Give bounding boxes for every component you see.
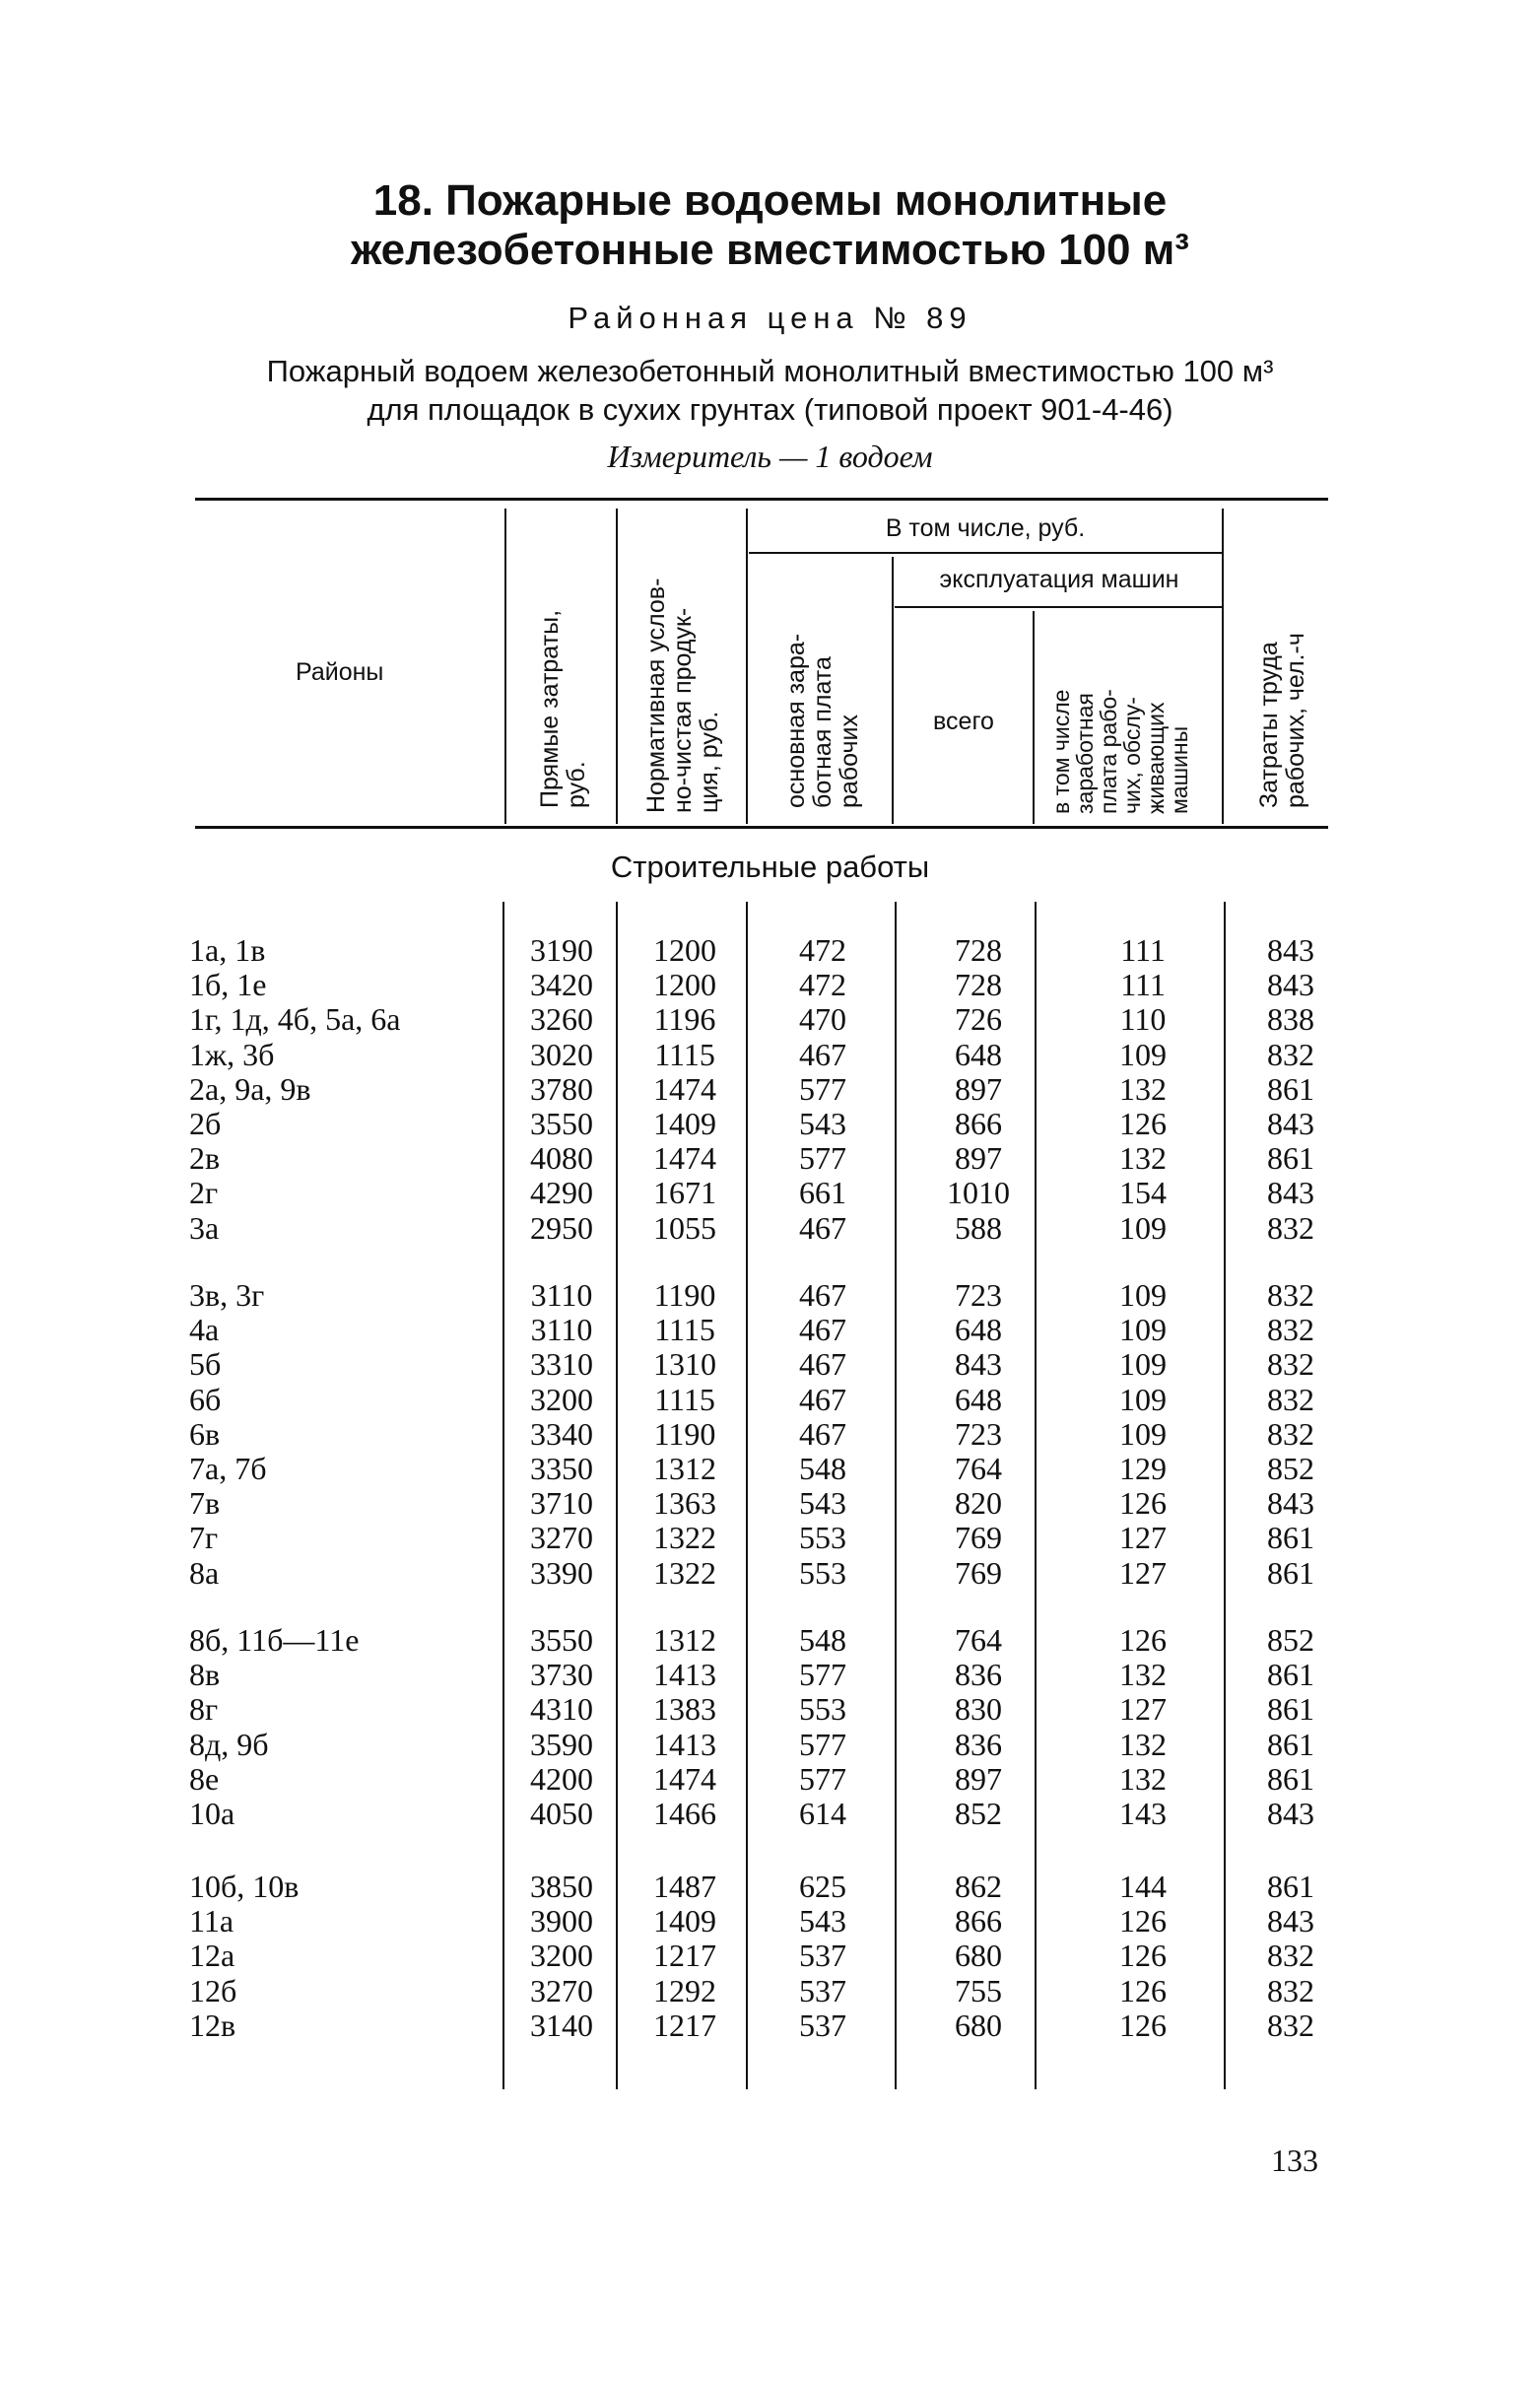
value-cell: 897	[955, 1070, 1002, 1107]
region-cell: 7г	[189, 1520, 219, 1556]
value-cell: 472	[799, 932, 846, 968]
page-title-line-1: 18. Пожарные водоемы монолитные	[372, 176, 1168, 225]
value-cell: 3270	[530, 1972, 593, 2008]
value-cell: 861	[1267, 1869, 1314, 1904]
value-cell: 862	[955, 1869, 1002, 1904]
value-cell: 832	[1267, 1415, 1314, 1452]
header-basic-wage-line-3: рабочих	[836, 714, 863, 808]
value-cell: 3710	[530, 1485, 593, 1522]
price-label: Районная цена № 89	[568, 301, 972, 335]
value-cell: 1409	[653, 1903, 716, 1939]
value-cell: 109	[1119, 1209, 1167, 1246]
value-cell: 3780	[530, 1070, 593, 1107]
value-cell: 3550	[530, 1622, 593, 1658]
header-machine-wage-line-4: чих, обслу-	[1119, 697, 1145, 814]
value-cell: 843	[1267, 1796, 1314, 1831]
value-cell: 3260	[530, 1001, 593, 1038]
value-cell: 1671	[653, 1175, 716, 1211]
value-cell: 3590	[530, 1726, 593, 1762]
value-cell: 861	[1267, 1760, 1314, 1797]
including-rule	[749, 552, 1222, 554]
region-cell: 3а	[189, 1209, 220, 1246]
value-cell: 861	[1267, 1520, 1314, 1556]
value-cell: 467	[799, 1415, 846, 1452]
value-cell: 1322	[653, 1520, 716, 1556]
region-cell: 7а, 7б	[189, 1451, 267, 1486]
region-cell: 8д, 9б	[189, 1726, 269, 1762]
region-cell: 8г	[189, 1691, 219, 1728]
value-cell: 843	[1267, 932, 1314, 968]
value-cell: 1217	[653, 2007, 716, 2043]
value-cell: 661	[799, 1175, 846, 1211]
value-cell: 1474	[653, 1140, 716, 1177]
value-cell: 132	[1119, 1726, 1167, 1762]
value-cell: 543	[799, 1903, 846, 1939]
value-cell: 3310	[530, 1346, 593, 1383]
table-row	[0, 1417, 1540, 1452]
table-row	[0, 1452, 1540, 1486]
value-cell: 129	[1119, 1451, 1167, 1486]
region-cell: 1г, 1д, 4б, 5а, 6а	[189, 1001, 401, 1038]
header-machine-wage-line-6: машины	[1167, 725, 1192, 814]
value-cell: 755	[955, 1972, 1002, 2008]
value-cell: 109	[1119, 1277, 1167, 1313]
table-row	[0, 1107, 1540, 1141]
header-regions: Районы	[296, 658, 384, 686]
header-machine-wage-line-3: плата рабо-	[1096, 689, 1121, 814]
value-cell: 109	[1119, 1346, 1167, 1383]
value-cell: 127	[1119, 1520, 1167, 1556]
table-row	[0, 1211, 1540, 1246]
value-cell: 4050	[530, 1796, 593, 1831]
value-cell: 577	[799, 1760, 846, 1797]
value-cell: 1466	[653, 1796, 716, 1831]
header-vline-5	[1033, 611, 1035, 824]
value-cell: 126	[1119, 1106, 1167, 1141]
table-row	[0, 1038, 1540, 1072]
value-cell: 1292	[653, 1972, 716, 2008]
region-cell: 10а	[189, 1796, 235, 1831]
value-cell: 897	[955, 1140, 1002, 1177]
value-cell: 861	[1267, 1726, 1314, 1762]
value-cell: 577	[799, 1140, 846, 1177]
value-cell: 726	[955, 1001, 1002, 1038]
value-cell: 553	[799, 1520, 846, 1556]
value-cell: 1383	[653, 1691, 716, 1728]
value-cell: 472	[799, 967, 846, 1003]
section-title: Строительные работы	[610, 850, 930, 884]
value-cell: 832	[1267, 1346, 1314, 1383]
header-direct-costs-line-1: Прямые затраты,	[536, 609, 564, 808]
value-cell: 126	[1119, 1903, 1167, 1939]
table-row	[0, 1347, 1540, 1382]
region-cell: 12б	[189, 1972, 237, 2008]
value-cell: 3110	[530, 1312, 593, 1348]
value-cell: 126	[1119, 1938, 1167, 1974]
value-cell: 1115	[654, 1312, 715, 1348]
header-machines: эксплуатация машин	[939, 566, 1179, 593]
value-cell: 3110	[530, 1277, 593, 1313]
value-cell: 132	[1119, 1760, 1167, 1797]
value-cell: 3270	[530, 1520, 593, 1556]
value-cell: 820	[955, 1485, 1002, 1522]
table-row	[0, 1556, 1540, 1591]
table-row	[0, 1383, 1540, 1417]
value-cell: 127	[1119, 1691, 1167, 1728]
value-cell: 3850	[530, 1869, 593, 1904]
description-line-1: Пожарный водоем железобетонный монолитный вместимостью 100 м³	[266, 354, 1274, 388]
value-cell: 832	[1267, 1036, 1314, 1072]
region-cell: 11а	[189, 1903, 234, 1939]
header-labor	[1256, 633, 1309, 808]
value-cell: 126	[1119, 1622, 1167, 1658]
value-cell: 126	[1119, 2007, 1167, 2043]
value-cell: 861	[1267, 1140, 1314, 1177]
table-row	[0, 1904, 1540, 1939]
value-cell: 625	[799, 1869, 846, 1904]
table-row	[0, 1762, 1540, 1797]
value-cell: 1413	[653, 1726, 716, 1762]
header-basic-wage-line-2: ботная плата	[809, 656, 837, 808]
value-cell: 470	[799, 1001, 846, 1038]
value-cell: 111	[1120, 932, 1166, 968]
value-cell: 109	[1119, 1312, 1167, 1348]
value-cell: 577	[799, 1726, 846, 1762]
header-normative	[643, 578, 723, 813]
value-cell: 764	[955, 1622, 1002, 1658]
table-row	[0, 1072, 1540, 1107]
value-cell: 467	[799, 1036, 846, 1072]
table-row	[0, 1974, 1540, 2008]
table-row	[0, 1870, 1540, 1904]
value-cell: 1055	[653, 1209, 716, 1246]
value-cell: 832	[1267, 1381, 1314, 1417]
value-cell: 3200	[530, 1381, 593, 1417]
value-cell: 548	[799, 1622, 846, 1658]
value-cell: 126	[1119, 1972, 1167, 2008]
value-cell: 648	[955, 1381, 1002, 1417]
header-machine-wage-line-5: живающих	[1143, 702, 1169, 814]
header-labor-line-2: рабочих, чел.-ч	[1282, 633, 1309, 808]
value-cell: 577	[799, 1070, 846, 1107]
value-cell: 109	[1119, 1381, 1167, 1417]
page-title-line-2: железобетонные вместимостью 100 м³	[351, 226, 1189, 274]
table-row	[0, 933, 1540, 968]
value-cell: 1312	[653, 1622, 716, 1658]
header-total: всего	[933, 708, 994, 735]
value-cell: 680	[955, 2007, 1002, 2043]
region-cell: 1а, 1в	[189, 932, 266, 968]
value-cell: 3900	[530, 1903, 593, 1939]
header-direct-costs	[537, 610, 590, 808]
value-cell: 843	[1267, 1106, 1314, 1141]
value-cell: 3140	[530, 2007, 593, 2043]
value-cell: 861	[1267, 1070, 1314, 1107]
value-cell: 553	[799, 1554, 846, 1591]
value-cell: 836	[955, 1726, 1002, 1762]
machines-rule	[895, 606, 1222, 608]
table-row	[0, 1692, 1540, 1727]
value-cell: 1200	[653, 967, 716, 1003]
value-cell: 127	[1119, 1554, 1167, 1591]
header-basic-wage	[783, 634, 863, 808]
value-cell: 537	[799, 2007, 846, 2043]
table-row	[0, 1658, 1540, 1692]
unit-label: Измеритель — 1 водоем	[607, 439, 933, 474]
value-cell: 132	[1119, 1657, 1167, 1693]
value-cell: 843	[955, 1346, 1002, 1383]
value-cell: 1115	[654, 1036, 715, 1072]
value-cell: 1474	[653, 1070, 716, 1107]
header-vline-2	[616, 509, 618, 824]
value-cell: 728	[955, 967, 1002, 1003]
header-normative-line-2: но-чистая продук-	[669, 607, 697, 813]
value-cell: 588	[955, 1209, 1002, 1246]
value-cell: 543	[799, 1485, 846, 1522]
value-cell: 1409	[653, 1106, 716, 1141]
value-cell: 537	[799, 1972, 846, 2008]
region-cell: 2б	[189, 1106, 222, 1141]
region-cell: 1б, 1е	[189, 967, 267, 1003]
value-cell: 843	[1267, 1485, 1314, 1522]
table-row	[0, 1521, 1540, 1555]
region-cell: 8а	[189, 1554, 220, 1591]
value-cell: 126	[1119, 1485, 1167, 1522]
value-cell: 861	[1267, 1554, 1314, 1591]
value-cell: 3420	[530, 967, 593, 1003]
region-cell: 4а	[189, 1312, 220, 1348]
header-machine-wage-line-2: заработная	[1072, 693, 1098, 814]
value-cell: 852	[1267, 1451, 1314, 1486]
value-cell: 467	[799, 1346, 846, 1383]
value-cell: 467	[799, 1312, 846, 1348]
value-cell: 467	[799, 1209, 846, 1246]
header-including: В том числе, руб.	[885, 514, 1086, 542]
table-row	[0, 1176, 1540, 1210]
value-cell: 110	[1119, 1001, 1167, 1038]
value-cell: 4310	[530, 1691, 593, 1728]
value-cell: 1322	[653, 1554, 716, 1591]
region-cell: 2в	[189, 1140, 221, 1177]
table-row	[0, 1002, 1540, 1037]
table-row	[0, 2008, 1540, 2043]
value-cell: 648	[955, 1036, 1002, 1072]
value-cell: 1310	[653, 1346, 716, 1383]
table-row	[0, 1623, 1540, 1658]
table-row	[0, 1939, 1540, 1973]
page-number: 133	[1271, 2143, 1318, 2178]
value-cell: 648	[955, 1312, 1002, 1348]
value-cell: 109	[1119, 1036, 1167, 1072]
value-cell: 866	[955, 1903, 1002, 1939]
value-cell: 4200	[530, 1760, 593, 1797]
value-cell: 2950	[530, 1209, 593, 1246]
value-cell: 3550	[530, 1106, 593, 1141]
value-cell: 723	[955, 1277, 1002, 1313]
value-cell: 830	[955, 1691, 1002, 1728]
value-cell: 861	[1267, 1691, 1314, 1728]
value-cell: 3190	[530, 932, 593, 968]
value-cell: 467	[799, 1277, 846, 1313]
value-cell: 1190	[653, 1415, 716, 1452]
value-cell: 1474	[653, 1760, 716, 1797]
region-cell: 10б, 10в	[189, 1869, 300, 1904]
table-row	[0, 968, 1540, 1002]
table-row	[0, 1486, 1540, 1521]
value-cell: 769	[955, 1520, 1002, 1556]
header-normative-line-3: ция, руб.	[696, 711, 723, 813]
value-cell: 3200	[530, 1938, 593, 1974]
value-cell: 728	[955, 932, 1002, 968]
region-cell: 12в	[189, 2007, 236, 2043]
value-cell: 1217	[653, 1938, 716, 1974]
value-cell: 1196	[653, 1001, 716, 1038]
value-cell: 3730	[530, 1657, 593, 1693]
value-cell: 1115	[654, 1381, 715, 1417]
value-cell: 1312	[653, 1451, 716, 1486]
value-cell: 553	[799, 1691, 846, 1728]
value-cell: 832	[1267, 1938, 1314, 1974]
value-cell: 111	[1120, 967, 1166, 1003]
value-cell: 836	[955, 1657, 1002, 1693]
value-cell: 843	[1267, 1903, 1314, 1939]
description-line-2: для площадок в сухих грунтах (типовой проект 901-4-46)	[367, 392, 1173, 427]
header-bottom-rule	[195, 826, 1328, 829]
value-cell: 843	[1267, 967, 1314, 1003]
header-basic-wage-line-1: основная зара-	[782, 633, 810, 808]
header-machine-wage-line-1: в том числе	[1048, 689, 1074, 814]
region-cell: 5б	[189, 1346, 222, 1383]
value-cell: 832	[1267, 1277, 1314, 1313]
value-cell: 144	[1119, 1869, 1167, 1904]
value-cell: 852	[1267, 1622, 1314, 1658]
value-cell: 1413	[653, 1657, 716, 1693]
value-cell: 543	[799, 1106, 846, 1141]
value-cell: 832	[1267, 2007, 1314, 2043]
table-row	[0, 1728, 1540, 1762]
region-cell: 1ж, 3б	[189, 1036, 275, 1072]
value-cell: 143	[1119, 1796, 1167, 1831]
value-cell: 3390	[530, 1554, 593, 1591]
region-cell: 8е	[189, 1760, 220, 1797]
region-cell: 8в	[189, 1657, 221, 1693]
value-cell: 832	[1267, 1312, 1314, 1348]
header-machine-wage	[1049, 689, 1191, 814]
value-cell: 723	[955, 1415, 1002, 1452]
value-cell: 154	[1119, 1175, 1167, 1211]
value-cell: 832	[1267, 1972, 1314, 2008]
region-cell: 7в	[189, 1485, 221, 1522]
header-vline-4	[892, 557, 894, 824]
value-cell: 3340	[530, 1415, 593, 1452]
value-cell: 843	[1267, 1175, 1314, 1211]
value-cell: 132	[1119, 1070, 1167, 1107]
value-cell: 3020	[530, 1036, 593, 1072]
value-cell: 769	[955, 1554, 1002, 1591]
table-row	[0, 1278, 1540, 1313]
value-cell: 467	[799, 1381, 846, 1417]
value-cell: 1190	[653, 1277, 716, 1313]
region-cell: 6в	[189, 1415, 221, 1452]
value-cell: 832	[1267, 1209, 1314, 1246]
header-direct-costs-line-2: руб.	[563, 761, 590, 808]
value-cell: 1487	[653, 1869, 716, 1904]
region-cell: 2а, 9а, 9в	[189, 1070, 311, 1107]
value-cell: 132	[1119, 1140, 1167, 1177]
value-cell: 4080	[530, 1140, 593, 1177]
value-cell: 897	[955, 1760, 1002, 1797]
header-vline-6	[1222, 509, 1224, 824]
region-cell: 6б	[189, 1381, 222, 1417]
header-labor-line-1: Затраты труда	[1255, 642, 1283, 808]
table-row	[0, 1141, 1540, 1176]
value-cell: 614	[799, 1796, 846, 1831]
value-cell: 537	[799, 1938, 846, 1974]
region-cell: 2г	[189, 1175, 219, 1211]
value-cell: 109	[1119, 1415, 1167, 1452]
value-cell: 680	[955, 1938, 1002, 1974]
header-vline-1	[504, 509, 506, 824]
table-top-rule	[195, 498, 1328, 501]
header-vline-3	[746, 509, 748, 824]
value-cell: 764	[955, 1451, 1002, 1486]
value-cell: 4290	[530, 1175, 593, 1211]
value-cell: 3350	[530, 1451, 593, 1486]
value-cell: 1363	[653, 1485, 716, 1522]
value-cell: 838	[1267, 1001, 1314, 1038]
value-cell: 548	[799, 1451, 846, 1486]
header-normative-line-1: Нормативная услов-	[642, 578, 670, 813]
value-cell: 861	[1267, 1657, 1314, 1693]
region-cell: 8б, 11б—11е	[189, 1622, 360, 1658]
region-cell: 3в, 3г	[189, 1277, 265, 1313]
region-cell: 12а	[189, 1938, 235, 1974]
value-cell: 577	[799, 1657, 846, 1693]
table-row	[0, 1797, 1540, 1831]
value-cell: 1200	[653, 932, 716, 968]
value-cell: 1010	[947, 1175, 1010, 1211]
value-cell: 852	[955, 1796, 1002, 1831]
table-row	[0, 1313, 1540, 1347]
value-cell: 866	[955, 1106, 1002, 1141]
